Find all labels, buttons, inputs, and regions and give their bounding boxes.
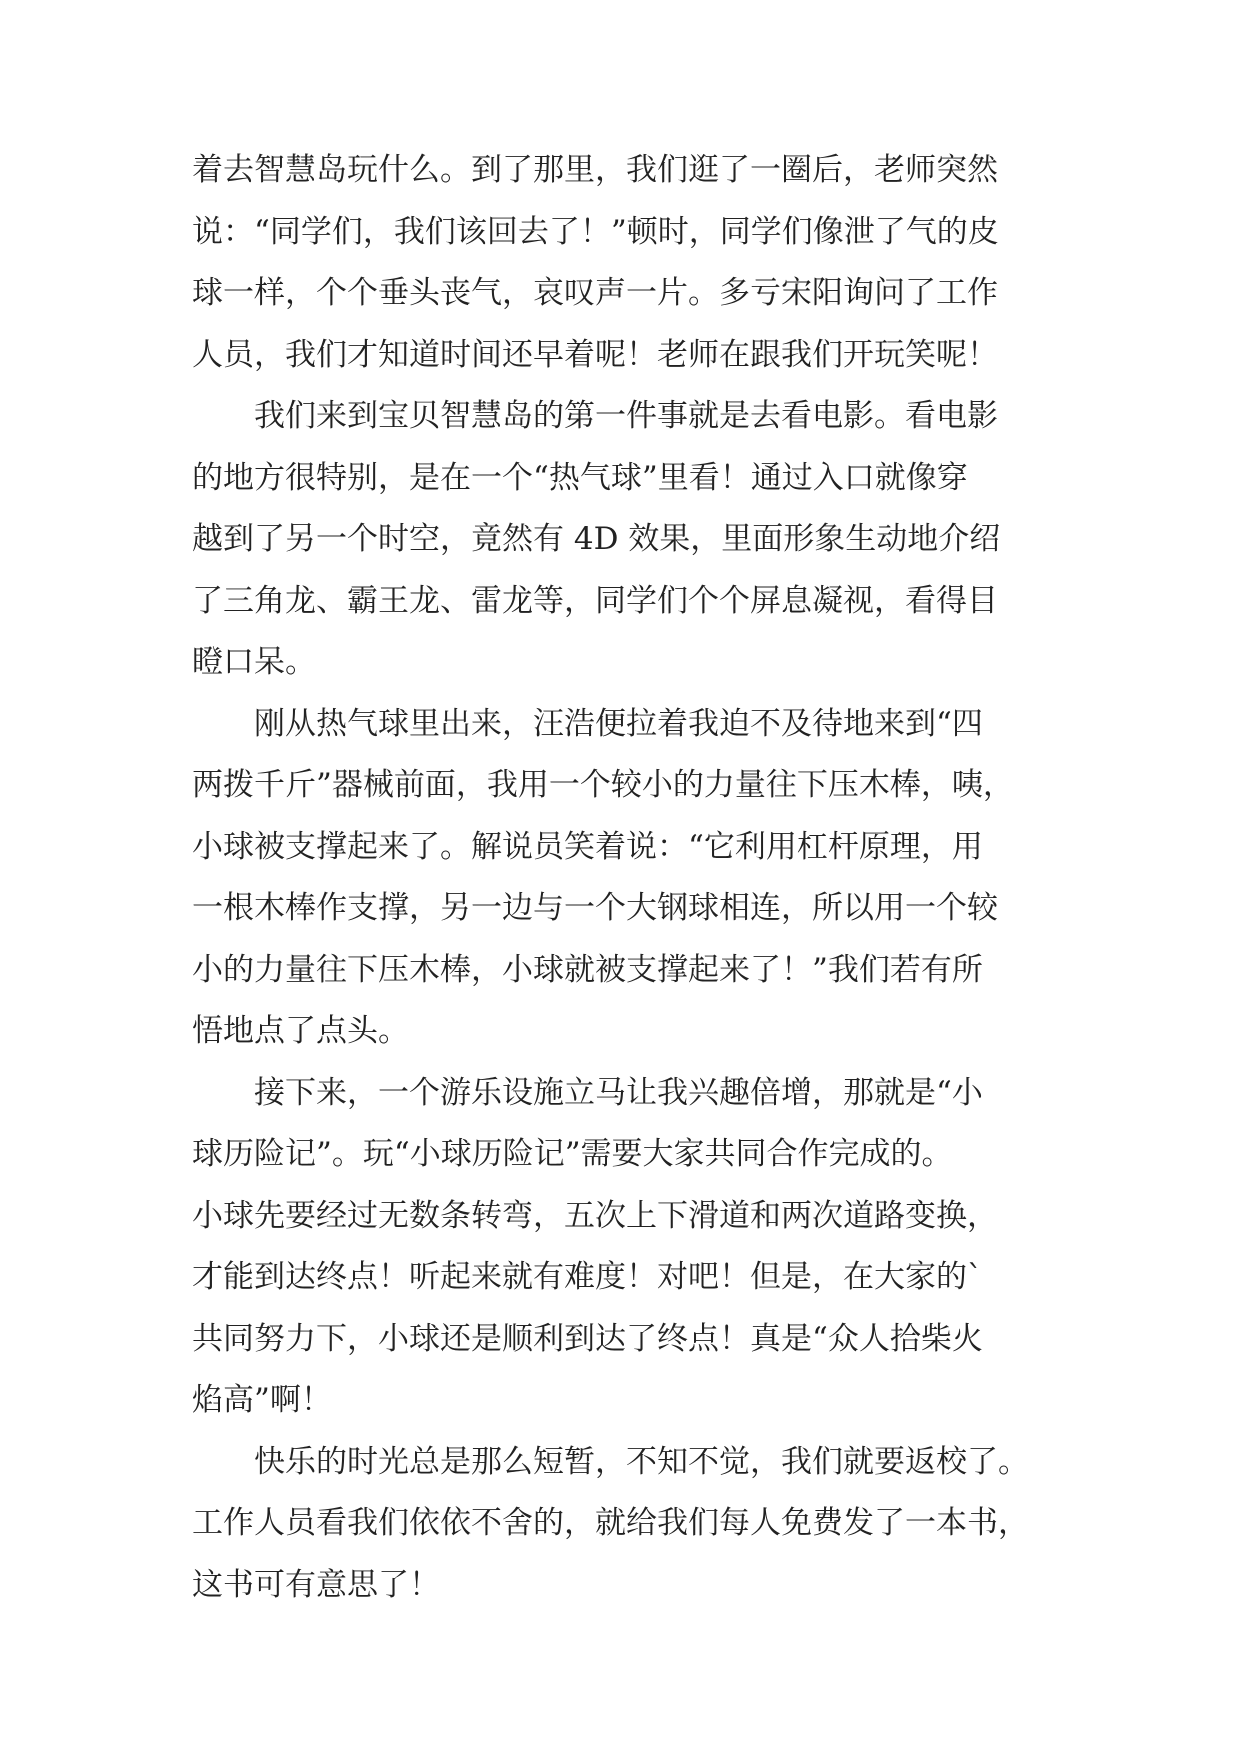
text-line: 人员，我们才知道时间还早着呢！老师在跟我们开玩笑呢！ <box>192 336 998 373</box>
text-line: 小球先要经过无数条转弯，五次上下滑道和两次道路变换， <box>192 1197 998 1234</box>
text-line: 的地方很特别，是在一个“热气球”里看！通过入口就像穿 <box>192 459 968 496</box>
text-line: 焰高”啊！ <box>192 1382 332 1418</box>
text-line: 球历险记”。玩“小球历险记”需要大家共同合作完成的。 <box>192 1136 953 1172</box>
text-line: 瞪口呆。 <box>192 644 316 680</box>
text-line: 刚从热气球里出来，汪浩便拉着我迫不及待地来到“四 <box>254 705 983 742</box>
text-line: 才能到达终点！听起来就有难度！对吧！但是，在大家的` <box>192 1259 983 1295</box>
text-line: 小球被支撑起来了。解说员笑着说：“它利用杠杆原理，用 <box>192 828 983 865</box>
text-line: 悟地点了点头。 <box>192 1013 409 1049</box>
text-line: 越到了另一个时空，竟然有 4D 效果，里面形象生动地介绍 <box>192 521 1001 557</box>
text-line: 着去智慧岛玩什么。到了那里，我们逛了一圈后，老师突然 <box>192 152 998 188</box>
text-line: 快乐的时光总是那么短暂，不知不觉，我们就要返校了。 <box>254 1443 1029 1480</box>
text-line: 球一样，个个垂头丧气，哀叹声一片。多亏宋阳询问了工作 <box>192 275 998 311</box>
text-line: 这书可有意思了！ <box>192 1566 440 1603</box>
text-line: 了三角龙、霸王龙、雷龙等，同学们个个屏息凝视，看得目 <box>192 582 998 619</box>
text-line: 一根木棒作支撑，另一边与一个大钢球相连，所以用一个较 <box>192 890 998 926</box>
text-line: 两拨千斤”器械前面，我用一个较小的力量往下压木棒，咦， <box>192 767 1014 803</box>
text-line: 说：“同学们，我们该回去了！”顿时，同学们像泄了气的皮 <box>192 213 999 250</box>
document-body <box>192 140 1062 1616</box>
text-line: 小的力量往下压木棒，小球就被支撑起来了！”我们若有所 <box>192 951 983 988</box>
text-line: 共同努力下，小球还是顺利到达了终点！真是“众人拾柴火 <box>192 1320 983 1357</box>
text-line: 接下来，一个游乐设施立马让我兴趣倍增，那就是“小 <box>254 1074 983 1111</box>
text-line: 工作人员看我们依依不舍的，就给我们每人免费发了一本书， <box>192 1505 1029 1541</box>
text-line: 我们来到宝贝智慧岛的第一件事就是去看电影。看电影 <box>254 398 998 434</box>
